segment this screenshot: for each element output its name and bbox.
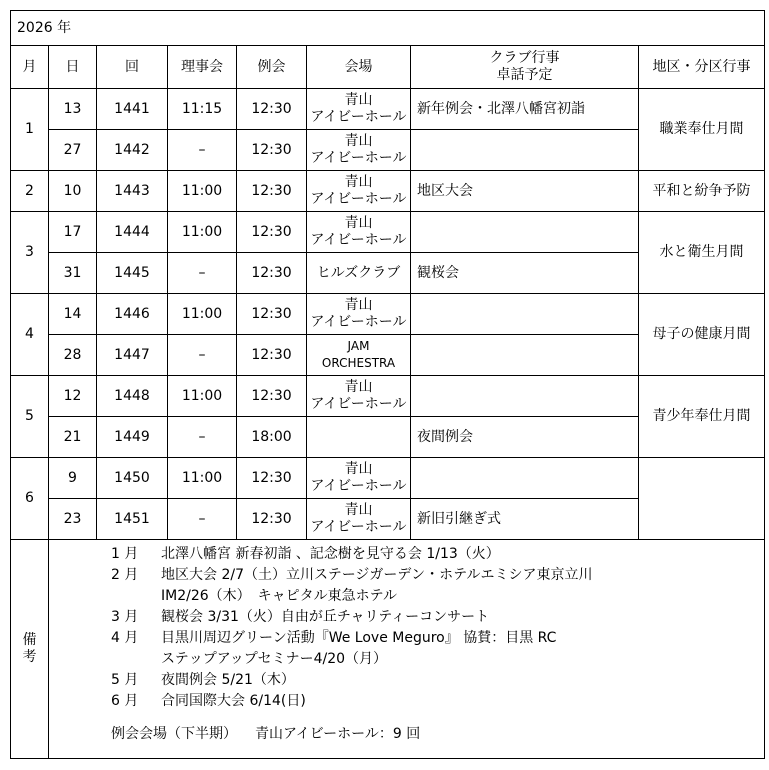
remark-month: 6 月 [111,693,139,709]
remarks-content [49,540,765,759]
schedule-row [11,171,765,212]
meeting-number-cell: 1443 [97,171,168,212]
venue-cell [307,171,411,212]
remark-month [49,586,161,607]
venue-cell [307,335,411,376]
header-club-event [411,46,639,89]
club-event-cell [411,335,639,376]
month-cell: 3 [11,212,49,294]
day-cell: 14 [49,294,97,335]
venue-line1: 青山 [344,174,373,190]
remarks-notes [49,544,764,712]
meeting-number-cell: 1442 [97,130,168,171]
venue-line1: 青山 [344,379,373,395]
venue-line1: 青山 [344,215,373,231]
venue-cell [307,294,411,335]
club-event-cell: 観桜会 [411,253,639,294]
meeting-time-cell: 12:30 [237,212,307,253]
board-time-cell: 11:00 [168,458,237,499]
month-cell: 1 [11,89,49,171]
meeting-number-cell: 1449 [97,417,168,458]
month-cell: 2 [11,171,49,212]
meeting-time-cell: 12:30 [237,171,307,212]
district-event-cell: 職業奉仕月間 [639,89,765,171]
venue-line1: 青山 [344,461,373,477]
club-event-cell: 夜間例会 [411,417,639,458]
venue-line2: アイビーホール [310,478,407,494]
remark-month: 2 月 [111,567,139,583]
schedule-row [11,89,765,130]
meeting-number-cell: 1441 [97,89,168,130]
day-cell: 9 [49,458,97,499]
venue-line2: アイビーホール [310,314,407,330]
meeting-number-cell: 1446 [97,294,168,335]
club-event-cell [411,294,639,335]
remarks-label-char2: 考 [22,649,37,665]
board-time-cell: – [168,499,237,540]
venue-line2: アイビーホール [310,150,407,166]
header-meeting-number: 回 [97,46,168,89]
meeting-time-cell: 12:30 [237,335,307,376]
remark-line [49,607,764,628]
day-cell: 12 [49,376,97,417]
board-time-cell: – [168,130,237,171]
month-cell: 4 [11,294,49,376]
remark-text: 観桜会 3/31（火）自由が丘チャリティーコンサート [161,609,490,625]
venue-cell [307,253,411,294]
venue-line2: アイビーホール [310,191,407,207]
remarks-summary-value: 青山アイビーホール：9 回 [255,726,421,742]
district-event-cell: 青少年奉仕月間 [639,376,765,458]
venue-cell [307,130,411,171]
venue-line1: 青山 [344,297,373,313]
header-regular-meeting: 例会 [237,46,307,89]
day-cell: 13 [49,89,97,130]
header-club-event-line2: 卓話予定 [496,67,553,83]
club-event-cell: 地区大会 [411,171,639,212]
venue-line1: ヒルズクラブ [316,264,401,281]
schedule-row [11,294,765,335]
venue-line2: ORCHESTRA [321,356,396,370]
meeting-number-cell: 1448 [97,376,168,417]
venue-cell [307,417,411,458]
meeting-time-cell: 12:30 [237,499,307,540]
schedule-row [11,212,765,253]
header-club-event-line1: クラブ行事 [489,50,560,66]
header-row [11,46,765,89]
board-time-cell: 11:15 [168,89,237,130]
meeting-number-cell: 1447 [97,335,168,376]
remark-line [49,565,764,586]
remark-line [49,628,764,649]
day-cell: 17 [49,212,97,253]
remark-month: 5 月 [111,672,139,688]
meeting-number-cell: 1451 [97,499,168,540]
meeting-time-cell: 12:30 [237,89,307,130]
schedule-title: 2026 年 [11,11,765,46]
remark-month [49,649,161,670]
club-event-cell [411,212,639,253]
schedule-document [10,10,764,764]
remark-month: 3 月 [111,609,139,625]
meeting-time-cell: 12:30 [237,253,307,294]
month-cell: 5 [11,376,49,458]
meeting-time-cell: 12:30 [237,294,307,335]
meeting-number-cell: 1444 [97,212,168,253]
venue-cell [307,89,411,130]
club-event-cell [411,130,639,171]
remark-line [49,544,764,565]
meeting-time-cell: 12:30 [237,130,307,171]
venue-line2: アイビーホール [310,232,407,248]
venue-line2: アイビーホール [310,396,407,412]
remark-line [49,691,764,712]
remark-text: 合同国際大会 6/14(日) [161,693,306,709]
venue-cell [307,499,411,540]
venue-cell [307,212,411,253]
remark-line [49,586,764,607]
venue-cell [307,458,411,499]
remarks-label-char1: 備 [22,632,37,648]
remark-line [49,670,764,691]
day-cell: 28 [49,335,97,376]
club-event-cell [411,458,639,499]
remarks-summary [49,724,764,745]
remark-line [49,649,764,670]
venue-cell [307,376,411,417]
venue-line2: アイビーホール [310,109,407,125]
club-event-cell: 新年例会・北澤八幡宮初詣 [411,89,639,130]
remark-month: 1 月 [111,546,139,562]
remark-text: 夜間例会 5/21（木） [161,672,295,688]
meeting-number-cell: 1445 [97,253,168,294]
meeting-number-cell: 1450 [97,458,168,499]
district-event-cell: 母子の健康月間 [639,294,765,376]
header-district-event: 地区・分区行事 [639,46,765,89]
day-cell: 31 [49,253,97,294]
board-time-cell: 11:00 [168,376,237,417]
venue-line1: JAM [347,339,370,353]
header-venue: 会場 [307,46,411,89]
district-event-cell: 平和と紛争予防 [639,171,765,212]
remark-text: 目黒川周辺グリーン活動『We Love Meguro』 協賛：目黒 RC [161,630,557,646]
venue-line2: アイビーホール [310,519,407,535]
schedule-row [11,458,765,499]
venue-line1: 青山 [344,502,373,518]
day-cell: 27 [49,130,97,171]
header-month: 月 [11,46,49,89]
board-time-cell: 11:00 [168,171,237,212]
meeting-time-cell: 18:00 [237,417,307,458]
schedule-table [10,10,765,759]
remark-text: 地区大会 2/7（土）立川ステージガーデン・ホテルエミシア東京立川 [161,567,593,583]
club-event-cell: 新旧引継ぎ式 [411,499,639,540]
board-time-cell: – [168,335,237,376]
remark-text: 北澤八幡宮 新春初詣 、記念樹を見守る会 1/13（火） [161,546,500,562]
header-board-meeting: 理事会 [168,46,237,89]
remark-month: 4 月 [111,630,139,646]
header-day: 日 [49,46,97,89]
venue-line1: 青山 [344,133,373,149]
day-cell: 23 [49,499,97,540]
remarks-label [11,540,49,759]
schedule-row [11,376,765,417]
day-cell: 21 [49,417,97,458]
venue-line1: 青山 [344,92,373,108]
remarks-summary-label: 例会会場（下半期） [111,726,237,742]
day-cell: 10 [49,171,97,212]
month-cell: 6 [11,458,49,540]
meeting-time-cell: 12:30 [237,458,307,499]
meeting-time-cell: 12:30 [237,376,307,417]
club-event-cell [411,376,639,417]
board-time-cell: – [168,417,237,458]
district-event-cell: 水と衛生月間 [639,212,765,294]
board-time-cell: 11:00 [168,212,237,253]
remark-text: ステップアップセミナー4/20（月） [161,651,388,667]
board-time-cell: – [168,253,237,294]
remark-text: IM2/26（木） キャピタル東急ホテル [161,588,397,604]
board-time-cell: 11:00 [168,294,237,335]
district-event-cell [639,458,765,540]
